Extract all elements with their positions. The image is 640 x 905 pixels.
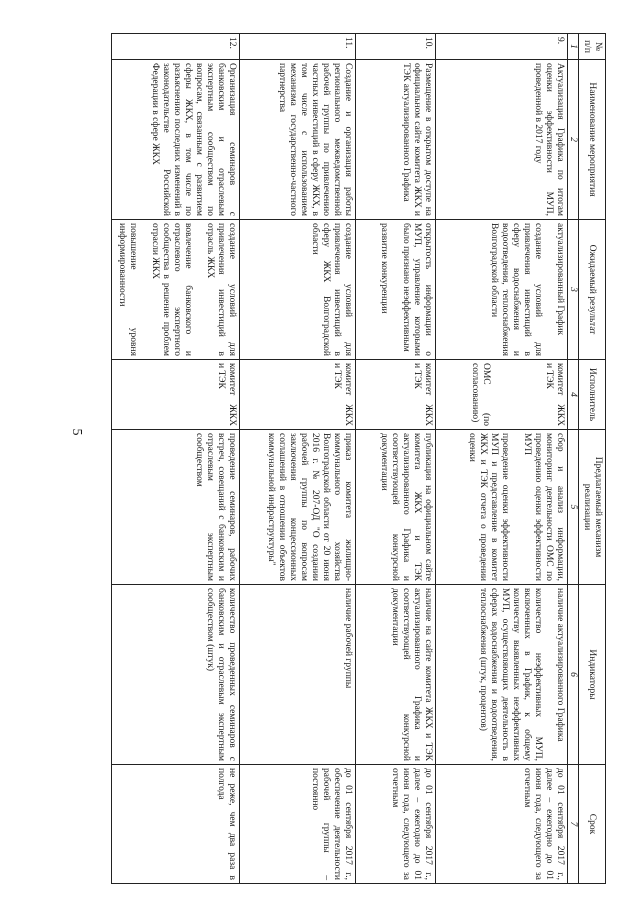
header-cell: Наименование мероприятия: [579, 60, 606, 220]
executor-item: комитет ЖКХ и ТЭК: [216, 363, 237, 426]
indicator-cell: [436, 585, 568, 765]
term-cell: не реже, чем два раза в полгода: [112, 765, 240, 884]
table-row: [112, 34, 240, 884]
executor-item: комитет ЖКХ и ТЭК: [332, 363, 353, 426]
indicator-item: количество проведенных семинаров с банковским и отраслевым экспертным сообществом (штук): [205, 588, 237, 761]
row-number: 11.: [240, 34, 356, 60]
result-cell: [436, 220, 568, 360]
result-item: создание условий для привлечения инвестиций в сферу водоснабжения и водоотведения, теплоснабжения Волгоградской области: [489, 223, 543, 356]
mechanism-item: приказ комитета жилищно-коммунального хозяйства Волгоградской области от 20 июня 2016 г. № 207-ОД "О создании рабочей группы по вопросам заключения концессионных соглашений в отношении объектов коммунальной инфраструктуры": [266, 433, 353, 581]
executor-item: ОМС (по согласованию): [470, 363, 491, 426]
indicator-cell: [356, 585, 436, 765]
table-row: [240, 34, 356, 884]
mechanism-item: публикация на официальном сайте комитета ЖКХ и ТЭК актуализированного Графика и соответствующей конкурсной документации: [379, 433, 433, 581]
rotated-page: [76, 33, 606, 883]
header-cell: Исполнитель: [579, 360, 606, 430]
column-number: 4: [568, 360, 579, 430]
row-number: 9.: [436, 34, 568, 60]
action-plan-table: [111, 33, 606, 884]
event-cell: Создание и организация работы регионального межведомственной рабочей группы по привлечению частных инвестиций в сферу ЖКХ, в том числе с использованием механизма государственно-частного партнерства: [240, 60, 356, 220]
header-cell: Индикаторы: [579, 585, 606, 765]
column-number: 3: [568, 220, 579, 360]
executor-cell: [356, 360, 436, 430]
result-cell: [240, 220, 356, 360]
mechanism-cell: [436, 430, 568, 585]
mechanism-cell: [240, 430, 356, 585]
indicator-item: наличие актуализированного Графика: [555, 588, 565, 742]
result-item: повышение уровня информированности: [117, 223, 138, 356]
column-number: 1: [568, 34, 579, 60]
header-cell: № п/п: [579, 34, 606, 60]
result-item: открытость информации о МУП, управление которыми было признано неэффективным: [401, 223, 433, 356]
mechanism-cell: [356, 430, 436, 585]
result-item: актуализированный График: [555, 223, 565, 336]
page-number: 5: [69, 428, 84, 436]
indicator-item: количество неэффективных МУП, включенных в График, к общему количеству выявленных неэффективных МУП, осуществляющих деятельность в сферах водоснабжения и водоотведения, теплоснабжения (штук, процентов): [478, 588, 543, 761]
result-cell: [112, 220, 240, 360]
header-cell: Предлагаемый механизм реализации: [579, 430, 606, 585]
term-cell: до 01 сентября 2017 г., обеспечение деятельности рабочей группы – постоянно: [240, 765, 356, 884]
executor-item: комитет ЖКХ и ТЭК: [412, 363, 433, 426]
indicator-item: наличие на сайте комитета ЖКХ и ТЭК актуализированного Графика и соответствующей конкурсной документации: [390, 588, 433, 761]
row-number: 10.: [356, 34, 436, 60]
executor-cell: [240, 360, 356, 430]
event-cell: Размещение в открытом доступе на официальном сайте комитета ЖКХ и ТЭК актуализированного Графика: [356, 60, 436, 220]
executor-cell: [436, 360, 568, 430]
column-number: 7: [568, 765, 579, 884]
table-row: [356, 34, 436, 884]
mechanism-item: сбор и анализ информации, мониторинг деятельности ОМС по проведению оценки эффективности МУП: [522, 433, 565, 581]
header-row: [579, 34, 606, 884]
result-item: развитие конкуренции: [379, 223, 389, 314]
indicator-cell: [240, 585, 356, 765]
mechanism-cell: [112, 430, 240, 585]
term-cell: до 01 сентября 2017 г., далее – ежегодно до 01 июня года, следующего за отчетным: [436, 765, 568, 884]
column-number: 5: [568, 430, 579, 585]
event-cell: Организация семинаров с банковским и отраслевым экспертным сообществом по вопросам, связанным с развитием сферы ЖКХ, в том числе по разъяснению последних изменений в законодательстве Российской Федерации в сфере ЖКХ: [112, 60, 240, 220]
result-item: создание условий для привлечения инвестиций в отрасль ЖКХ: [205, 223, 237, 356]
result-item: создание условий для привлечения инвестиций в сферу ЖКХ Волгоградской области: [310, 223, 353, 356]
header-cell: Срок: [579, 765, 606, 884]
mechanism-item: проведение семинаров, рабочих встреч, совещаний с банковским и отраслевым экспертным сообществом: [194, 433, 237, 581]
event-cell: Актуализация Графика по итогам оценки эффективности МУП, проведенной в 2017 году: [436, 60, 568, 220]
header-cell: Ожидаемый результат: [579, 220, 606, 360]
term-cell: до 01 сентября 2017 г., далее – ежегодно до 01 июня года, следующего за отчетным: [356, 765, 436, 884]
indicator-cell: [112, 585, 240, 765]
executor-item: комитет ЖКХ и ТЭК: [544, 363, 565, 426]
mechanism-item: проведение оценки эффективности МУП и представление в комитет ЖКХ и ТЭК отчета о проведении оценки: [467, 433, 510, 581]
indicator-item: наличие рабочей группы: [343, 588, 353, 689]
column-number-row: [568, 34, 579, 884]
table-row: [436, 34, 568, 884]
column-number: 6: [568, 585, 579, 765]
result-cell: [356, 220, 436, 360]
executor-cell: [112, 360, 240, 430]
column-number: 2: [568, 60, 579, 220]
result-item: вовлечение банковского и отраслевого экспертного сообщества в решение проблем отрасли ЖКХ: [150, 223, 193, 356]
row-number: 12.: [112, 34, 240, 60]
